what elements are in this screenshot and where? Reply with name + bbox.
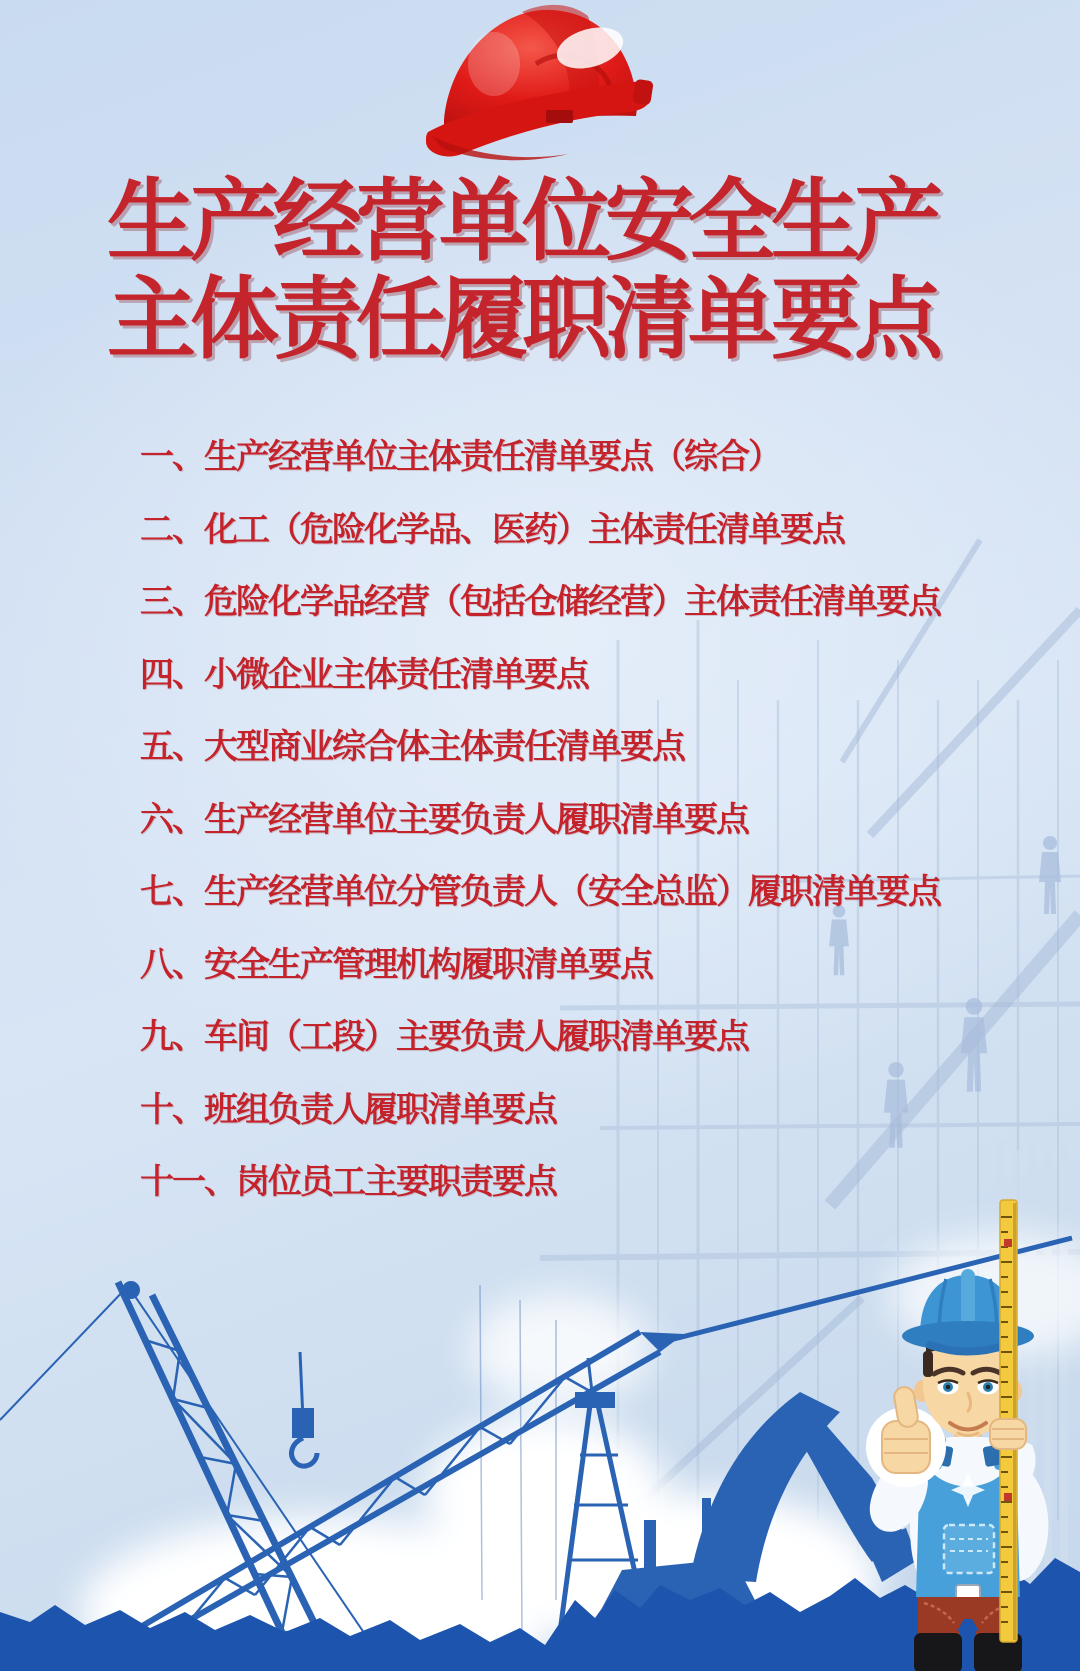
construction-worker-icon (820, 1195, 1070, 1671)
worker-gripping-hand (990, 1419, 1026, 1449)
list-item: 十、班组负责人履职清单要点 (140, 1089, 556, 1130)
poster-title-line1: 生产经营单位安全生产 (107, 169, 937, 273)
list-item: 二、化工（危险化学品、医药）主体责任清单要点 (140, 509, 844, 550)
list-item: 五、大型商业综合体主体责任清单要点 (140, 727, 684, 767)
list-item: 三、危险化学品经营（包括仓储经营）主体责任清单要点 (140, 582, 940, 622)
list-item: 六、生产经营单位主要负责人履职清单要点 (140, 799, 748, 840)
poster-title (0, 169, 1062, 371)
red-safety-helmet-icon (418, 0, 662, 164)
list-item: 七、生产经营单位分管负责人（安全总监）履职清单要点 (140, 872, 940, 912)
list-item: 四、小微企业主体责任清单要点 (140, 654, 588, 695)
list-item: 一、生产经营单位主体责任清单要点（综合） (140, 437, 780, 477)
list-item: 八、安全生产管理机构履职清单要点 (140, 944, 652, 985)
duty-list (140, 437, 1020, 1202)
list-item: 十一、岗位员工主要职责要点 (140, 1162, 556, 1202)
poster-title-line2: 主体责任履职清单要点 (107, 267, 937, 371)
list-item: 九、车间（工段）主要负责人履职清单要点 (140, 1017, 748, 1057)
